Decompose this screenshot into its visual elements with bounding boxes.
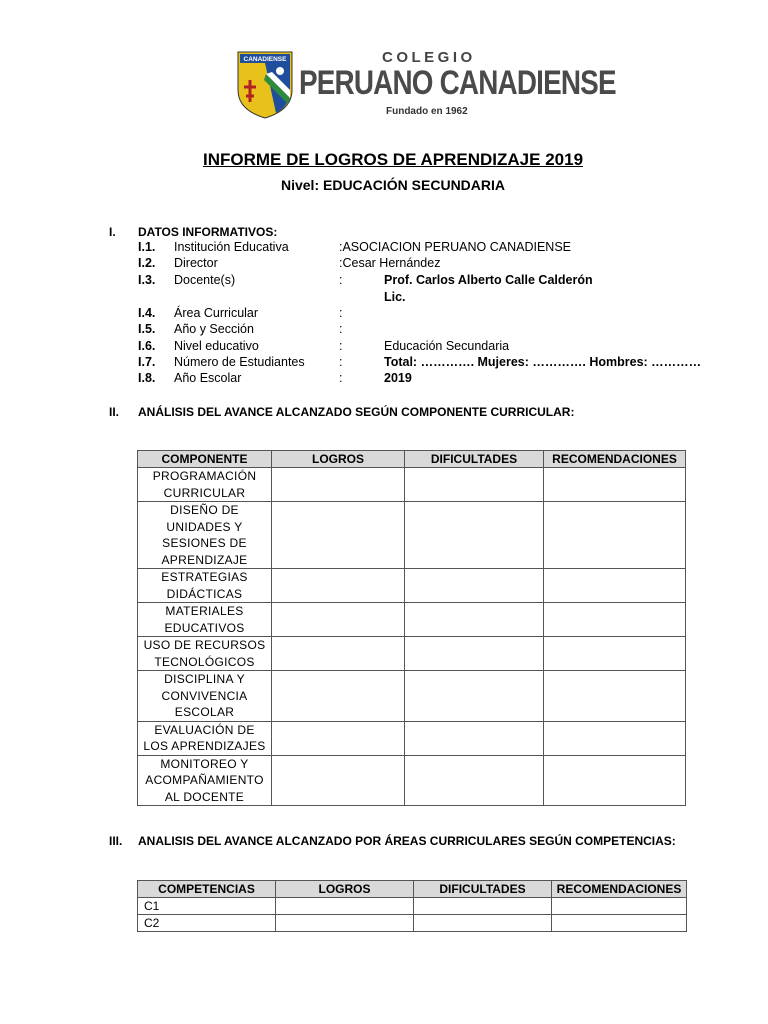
recomendaciones-cell[interactable] — [544, 721, 686, 755]
column-header: DIFICULTADES — [414, 881, 552, 898]
dificultades-cell[interactable] — [405, 603, 544, 637]
dificultades-cell[interactable] — [405, 671, 544, 722]
info-number: I.5. — [138, 322, 156, 336]
info-colon: : — [339, 355, 343, 369]
info-value-second-line: Lic. — [384, 290, 406, 304]
info-colon: : — [339, 273, 343, 287]
recomendaciones-cell[interactable] — [544, 502, 686, 569]
section-1-title: DATOS INFORMATIVOS: — [138, 225, 278, 239]
component-cell: ESTRATEGIAS DIDÁCTICAS — [138, 569, 272, 603]
logros-cell[interactable] — [272, 671, 405, 722]
component-cell: DISEÑO DE UNIDADES Y SESIONES DE APRENDIZAJE — [138, 502, 272, 569]
column-header: DIFICULTADES — [405, 451, 544, 468]
competency-cell: C1 — [138, 898, 276, 915]
info-label: Nivel educativo — [174, 339, 259, 353]
column-header: COMPONENTE — [138, 451, 272, 468]
info-row — [0, 371, 768, 387]
recomendaciones-cell[interactable] — [552, 898, 687, 915]
logo-founded-text: Fundado en 1962 — [386, 106, 468, 117]
logros-cell[interactable] — [272, 502, 405, 569]
table-row — [138, 569, 686, 603]
dificultades-cell[interactable] — [405, 569, 544, 603]
info-row — [0, 256, 768, 272]
info-row — [0, 322, 768, 338]
table-row — [138, 637, 686, 671]
dificultades-cell[interactable] — [414, 898, 552, 915]
dificultades-cell[interactable] — [405, 468, 544, 502]
info-colon: : — [339, 371, 343, 385]
svg-text:CANADIENSE: CANADIENSE — [243, 56, 287, 63]
info-number: I.6. — [138, 339, 156, 353]
component-cell: USO DE RECURSOS TECNOLÓGICOS — [138, 637, 272, 671]
table-row — [138, 502, 686, 569]
recomendaciones-cell[interactable] — [544, 603, 686, 637]
component-cell: MONITOREO Y ACOMPAÑAMIENTO AL DOCENTE — [138, 755, 272, 806]
dificultades-cell[interactable] — [414, 915, 552, 932]
info-colon: : — [339, 306, 343, 320]
dificultades-cell[interactable] — [405, 502, 544, 569]
logo-colegio-text: COLEGIO — [382, 49, 476, 66]
info-row — [0, 273, 768, 289]
info-colon: : — [339, 339, 343, 353]
section-2-number: II. — [109, 405, 120, 419]
info-row-continued — [0, 290, 768, 306]
info-value: Total: …………. Mujeres: …………. Hombres: ………… — [384, 355, 702, 369]
info-number: I.8. — [138, 371, 156, 385]
component-cell: DISCIPLINA Y CONVIVENCIA ESCOLAR — [138, 671, 272, 722]
component-cell: PROGRAMACIÓN CURRICULAR — [138, 468, 272, 502]
info-value: Prof. Carlos Alberto Calle Calderón — [384, 273, 593, 287]
dificultades-cell[interactable] — [405, 721, 544, 755]
logros-cell[interactable] — [276, 915, 414, 932]
info-value: Educación Secundaria — [384, 339, 510, 353]
dificultades-cell[interactable] — [405, 637, 544, 671]
info-value: :ASOCIACION PERUANO CANADIENSE — [339, 240, 571, 254]
info-number: I.3. — [138, 273, 156, 287]
logros-cell[interactable] — [272, 721, 405, 755]
column-header: RECOMENDACIONES — [552, 881, 687, 898]
logros-cell[interactable] — [272, 569, 405, 603]
info-value: :Cesar Hernández — [339, 256, 441, 270]
table-row — [138, 755, 686, 806]
info-label: Área Curricular — [174, 306, 259, 320]
section-1-number: I. — [109, 225, 116, 239]
component-cell: MATERIALES EDUCATIVOS — [138, 603, 272, 637]
table-row — [138, 898, 687, 915]
recomendaciones-cell[interactable] — [544, 468, 686, 502]
dificultades-cell[interactable] — [405, 755, 544, 806]
info-row — [0, 355, 768, 371]
logros-cell[interactable] — [272, 637, 405, 671]
column-header: COMPETENCIAS — [138, 881, 276, 898]
competencies-table — [137, 880, 687, 932]
info-label: Director — [174, 256, 218, 270]
logros-cell[interactable] — [272, 468, 405, 502]
info-row — [0, 240, 768, 256]
info-number: I.4. — [138, 306, 156, 320]
info-label: Año y Sección — [174, 322, 254, 336]
info-label: Año Escolar — [174, 371, 242, 385]
table-row — [138, 915, 687, 932]
recomendaciones-cell[interactable] — [544, 755, 686, 806]
recomendaciones-cell[interactable] — [552, 915, 687, 932]
table-row — [138, 603, 686, 637]
component-analysis-table — [137, 450, 686, 806]
table-header-row — [138, 881, 687, 898]
logros-cell[interactable] — [272, 755, 405, 806]
column-header: LOGROS — [272, 451, 405, 468]
info-label: Número de Estudiantes — [174, 355, 305, 369]
table-row — [138, 671, 686, 722]
table-row — [138, 468, 686, 502]
info-number: I.7. — [138, 355, 156, 369]
table-header-row — [138, 451, 686, 468]
recomendaciones-cell[interactable] — [544, 569, 686, 603]
logo-school-name: PERUANO CANADIENSE — [299, 64, 616, 102]
recomendaciones-cell[interactable] — [544, 671, 686, 722]
logros-cell[interactable] — [272, 603, 405, 637]
competency-cell: C2 — [138, 915, 276, 932]
document-title: INFORME DE LOGROS DE APRENDIZAJE 2019 — [202, 150, 584, 169]
logros-cell[interactable] — [276, 898, 414, 915]
info-label: Docente(s) — [174, 273, 236, 287]
section-3-number: III. — [109, 834, 123, 848]
section-3-title: ANALISIS DEL AVANCE ALCANZADO POR ÁREAS CURRICULARES SEGÚN COMPETENCIAS: — [138, 834, 676, 848]
column-header: LOGROS — [276, 881, 414, 898]
component-cell: EVALUACIÓN DE LOS APRENDIZAJES — [138, 721, 272, 755]
info-value: 2019 — [384, 371, 412, 385]
document-subtitle: Nivel: EDUCACIÓN SECUNDARIA — [280, 177, 506, 193]
school-shield-logo — [236, 50, 294, 120]
info-row — [0, 339, 768, 355]
info-number: I.2. — [138, 256, 156, 270]
info-colon: : — [339, 322, 343, 336]
info-label: Institución Educativa — [174, 240, 289, 254]
table-row — [138, 721, 686, 755]
recomendaciones-cell[interactable] — [544, 637, 686, 671]
column-header: RECOMENDACIONES — [544, 451, 686, 468]
section-2-title: ANÁLISIS DEL AVANCE ALCANZADO SEGÚN COMPONENTE CURRICULAR: — [138, 405, 575, 419]
info-row — [0, 306, 768, 322]
info-number: I.1. — [138, 240, 156, 254]
